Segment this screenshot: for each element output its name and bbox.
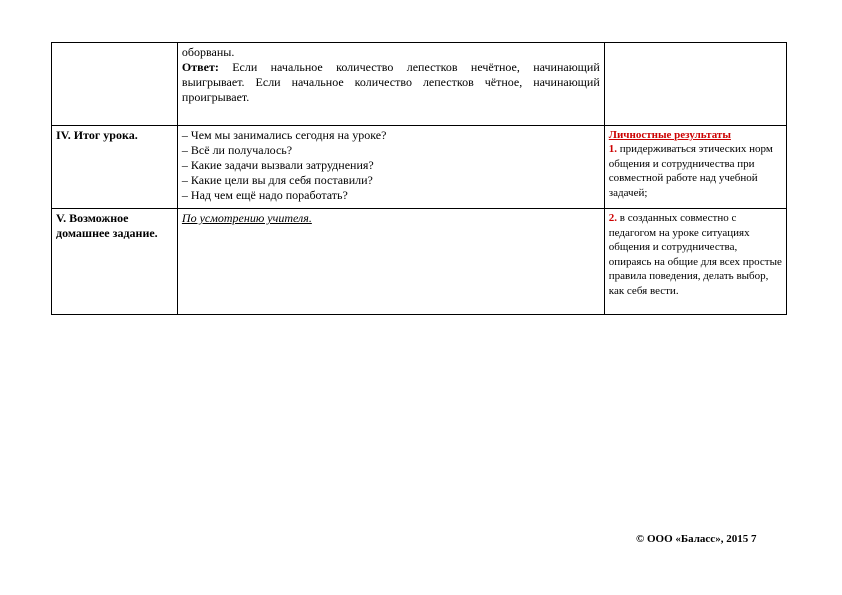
stage-label: IV. Итог урока. [56,128,138,142]
stage-label: V. Возможное домашнее задание. [56,211,158,240]
question-item: – Над чем ещё надо поработать? [181,188,348,202]
table-row [52,126,787,209]
result-number: 2. [608,212,618,224]
results-cell [604,126,786,209]
continued-text: оборваны. [181,45,235,59]
result-text: придерживаться этических норм общения и сотрудничества при совместной работе над учебной задачей; [608,143,773,199]
answer-label: Ответ: [181,60,219,74]
content-cell [177,126,604,209]
question-item: – Какие задачи вызвали затруднения? [181,158,374,172]
answer-text: Если начальное количество лепестков нечётное, начинающий выигрывает. Если начальное количество лепестков чётное, начинающий проигрывает. [181,60,600,104]
result-item [609,142,782,200]
question-item: – Всё ли получалось? [181,143,293,157]
content-cell [177,43,604,126]
table-row [52,209,787,315]
results-title: Личностные результаты [608,129,731,141]
homework-text: По усмотрению учителя. [181,211,312,225]
answer-paragraph [182,60,600,105]
result-text: в созданных совместно с педагогом на уроке ситуациях общения и сотрудничества, опираясь на общие для всех простые правила поведения, делать выбор, как себя вести. [608,212,782,297]
results-cell [604,43,786,126]
content-cell [177,209,604,315]
stage-cell [52,209,178,315]
result-item [609,211,782,298]
results-cell [604,209,786,315]
page-footer: © ООО «Баласс», 2015 7 [636,533,757,545]
table-row [52,43,787,126]
question-item: – Какие цели вы для себя поставили? [181,173,373,187]
lesson-plan-table [51,42,787,315]
result-number: 1. [608,143,618,155]
question-item: – Чем мы занимались сегодня на уроке? [181,128,387,142]
stage-cell [52,43,178,126]
stage-cell [52,126,178,209]
